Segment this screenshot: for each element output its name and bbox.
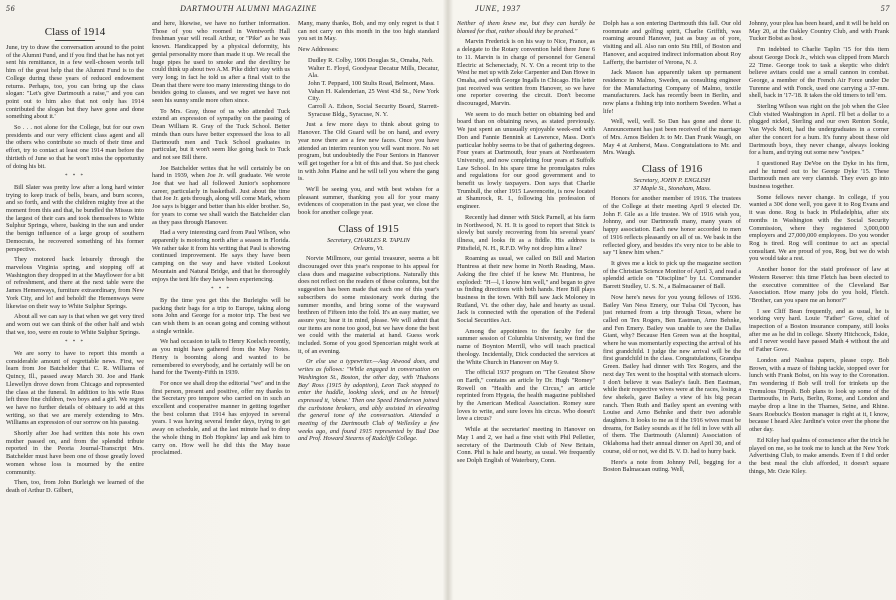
section-address: 37 Maple St., Stoneham, Mass. — [632, 184, 711, 192]
paragraph: Some fellows never change. In college, if you wanted a 30¢ done well, you gave it to Rog Evans and it was done. Rog is back in Philadelphia, after six months in Washington with the Social Security Commission, where they registered 3,000,000 employers and 27,000,000 employees. Do you wonder Rog is tired. Rog will continue to act as special consultant. We are proud of you, Rog, but we do wish you would take a rest. — [749, 193, 889, 263]
paragraph: Bill Slater was pretty low after a long hard winter trying to keep track of bells, bears, and burn scores, and so forth, and with the children mighty free at the moment from this and that, he bundled the Missus into the largest of their cars and took themselves to White Sulphur Springs, where, basking in the sun and under the benign influence of a large group of southern Democrats, he recovered something of his former perspective. — [6, 183, 144, 253]
address-line: Walter E. Floyd, Goodyear Decatur Mills, Decatur, Ala. — [308, 64, 439, 80]
paragraph: Ed Kiley had qualms of conscience after the trick he played on me, so he took me to lunch at the New York Advertising Club, to make amends. Even if I did order the best meal the club afforded, it doesn't square things, Mr. Ozie Kiley. — [749, 436, 889, 475]
separator-dots: * * * — [65, 340, 85, 346]
paragraph: Another honor for the staid professor of law at Western Reserve: this time Fletch has been elected to the executive committee of the Cleveland Bar Association. How many jobs do you hold, Fletch. "Brother, can you spare me an honor?" — [749, 266, 889, 304]
paragraph: Johnny, your plea has been heard, and it will be held on May 20, at the Oakley Country Club, and with Frank Tucker Bobst as host. — [749, 20, 889, 43]
left-running-title: DARTMOUTH ALUMNI MAGAZINE — [180, 4, 317, 13]
right-page-number: 57 — [880, 4, 890, 13]
section-secretary: Secretary, JOHN P. ENGLISH — [633, 176, 711, 184]
paragraph: Joe Batchelder writes that he will certainly be on hand in 1939, when Joe Jr. will graduate. We wrote Joe that we had all followed Junior's sophomore career, particularly in basketball. Just about the time that Joe Jr. gets through, along will come Mark, whom Joe says is bigger and better than his elder brother. So, for years to come we shall watch the Batchelder clan as they pass through Hanover. — [152, 164, 290, 226]
left-running-head — [6, 4, 441, 13]
paragraph: Norvie Millmore, our genial treasurer, seems a bit discouraged over this year's response to his appeal for class dues and magazine subscriptions. Naturally this does not reflect on the readers of these columns, but the suggestion has been made that each one of this year's subscribers do some missionary work during the summer months, and bring some of the wayward brethren of Fifteen into the fold. It's an easy matter, we assure you; hear it in mind, please. We will admit that our items are none too good, but we have done the best we could with the material at hand. Guess work included. Some of you good Spencerian might work at it, of an evening. — [298, 255, 439, 355]
paragraph: Recently had dinner with Stick Parnell, at his farm in Northwood, N. H. It is good to report that Stick is slowly but surely recovering from his several years' illness, and looks fit as a fiddle. His address is Pittsfield, N. H., R.F.D. Why not drop him a line? — [457, 213, 595, 252]
section-heading-1916: Class of 1916 — [641, 162, 703, 175]
paragraph: I see Cliff Bean frequently, and as usual, he is working very hard. Louie "Father" Gove, chief of inspection of a Boston insurance company, still looks after me as he did in college. Shorty Hitchcock, Eskie, and I never would have passed Math 4 without the aid of Father Gove. — [749, 307, 889, 354]
paragraph: They motored back leisurely through the marvelous Virginia spring, and stopping off at Washington they dropped in at the Mayflower for a bit of refreshment, and there at the next table were the James Hemenways, furniture extraordinary, from New York City, and lo! and behold! the Hemenways were likewise on their way to White Sulphur Springs. — [6, 256, 144, 310]
paragraph: We'll be seeing you, and with best wishes for a pleasant summer, thanking you all for your many evidences of cooperation in the past year, we close the book for another college year. — [298, 186, 439, 217]
separator-dots: * * * — [211, 287, 231, 293]
paragraph: For once we shall drop the editorial "we" and in the first person, present and positive, offer my thanks to the Secretary pro tempore who carried on in such an excellent and cooperative manner in getting together the best column that 1914 has enjoyed in several years. I was having several fender days, trying to get away on schedule, and at the last minute had to drop the whole thing in Bob Hopkins' lap and ask him to carry on. How well he did this the May issue proclaimed. — [152, 379, 290, 457]
section-rule — [55, 40, 95, 41]
separator-dots: * * * — [65, 174, 85, 180]
address-line: Dudley R. Colby, 1906 Douglas St., Omaha, Neb. — [308, 56, 434, 64]
paragraph: Sterling Wilson was right on the job when the Glee Club visited Washington in April. I'll bet a dollar to a plugged nickel, Sterling and our own Renton Soule, Van Wyck Mott, had the undergraduates in a corner after the concert for a hum. It's funny about these old Dartmouth boys, they never change, always looking for a hum, and trying out some new "swipes." — [749, 103, 889, 157]
paragraph: Among the appointees to the faculty for the summer session of Columbia University, we find the name of Boynton Merrill, who will teach practical theology. Incidentally, Dick conducted the services at the White Church in Hanover on May 9. — [457, 327, 595, 366]
paragraph: We are sorry to have to report this month a considerable amount of regrettable news. First, we learn from Joe Batchelder that C. R. Williams of Quincy, Ill., passed away March 30. Joe and Hank Llewellyn drove down from Chicago and represented the class at the funeral. In addition to his wife Russ left three fine children, two boys and a girl. We regret we have no further details of obituary to add at this writing, so that we are merely extending to Mrs. Williams an expression of our sorrow on his passing. — [6, 350, 144, 427]
address-line: Vahan H. Kalenderian, 25 West 43d St., New York City. — [308, 87, 439, 103]
left-column-2 — [152, 20, 290, 598]
paragraph: The official 1937 program on "The Greatest Show on Earth," contains an article by Dr. Hugh "Romey" Rowell on "Health and the Circus," an article reprinted from Hygeia, the health magazine published by the American Medical Association. Romey sure loves to write, and sure loves his circus. Who doesn't love a circus? — [457, 369, 595, 423]
paragraph: To Mrs. Gray, those of us who attended Tuck extend an expression of sympathy on the passing of Dean William R. Gray of the Tuck School. Better minds than ours have better expressed the loss to all Dartmouth men and Tuck School graduates in particular, but it won't seem like going back to Tuck and not see Bill there. — [152, 107, 290, 161]
paragraph: Shortly after Joe had written this note his own mother passed on, and from the splendid tribute reported in the Peoria Journal-Transcript Mrs. Batchelder must have been one of those greatly loved women whose loss is mourned by the entire community. — [6, 430, 144, 476]
section-location: Orleans, Vt. — [353, 244, 384, 252]
paragraph: and here, likewise, we have no further information. Those of you who roomed in Wentworth Hall freshman year will recall Arthur, or "Pike" as he was known. Handicapped by a physical deformity, his genial personality more than made it up. We recall the huge pipes he used to smoke and the devilitry he could think up about two A.M. Pike didn't stay with us very long; in fact he told us after a final visit to the Dean that there were too many interesting things to do besides going to classes, and we regret we have not seen his sunny smile more often since. — [152, 20, 290, 105]
paragraph: Honors for another member of 1916. The trustees of the College at their meeting April 9 elected Dr. John F. Gile as a life trustee. We of 1916 wish you, Johnny, and our Dartmouth many, many years of happy association. Each new honor accorded to men of 1916 reflects pleasantly on all of us. We bask in the reflected glory, and besides it's very nice to be able to say "I knew him when." — [603, 195, 741, 257]
paragraph: Just a few more days to think about going to Hanover. The Old Guard will be on hand, and every year now there are a few new faces. Once you have attended an interim reunion you will want more. No set program, but undoubtedly the Four Seniors in Hanover will get together for a bit of this and that. So just check in with John Plaine and he will tell you where the gang is. — [298, 121, 439, 183]
paragraph: Or else use a typewriter.—Aug Atwood does, and writes as follows: "While engaged in conversation on Washington St., Boston, the other day, with 'Hudsons Bay' Ross (1915 by adoption), Leon Tuck stopped to enter the huddle, looking sleek, and as he himself expressed it, 'obese.' Then one Speed Henderson joined the curbstone brokers, and ably assisted in elevating the general tone of the conversation. Attended a meeting of the Dartmouth Club of Wellesley a few weeks ago, and found 1915 represented by Bud Doe and Prof. Howard Stearns of Radcliffe College. — [298, 358, 439, 443]
paragraph: I'm indebted to Charlie Taplin '15 for this item about George Dock Jr., which was clipped from March 22 Time. George took to task a skeptic who didn't believe avitars could use a small cannon in combat. George, a member of the French Air Force under De Turenne and with Fonck, used one carrying a 37-mm. shell, back in '17-'18. It takes the old timers to tell 'em. — [749, 46, 889, 100]
right-column-2 — [603, 20, 741, 598]
right-page — [449, 0, 896, 600]
right-column-3 — [749, 20, 889, 598]
paragraph: Dolph has a son entering Dartmouth this fall. Our old roommate and golfing spirit, Charlie Griffith, was roaming around Hanover, just as busy as of yore, visiting and all. Also ran onto Stu Hill, of Boston and Hanover, and acquired indirect information about Roy Lafferty, the barrister of Verona, N. J. — [603, 20, 741, 66]
paragraph: About all we can say is that when we get very tired and worn out we can think of the other half and wish that we, too, were en route to White Sulphur Springs. — [6, 313, 144, 336]
paragraph: I questioned Ray DeVoe on the Dyke in his firm, and he turned out to be George Dyke '15. These Dartmouth men are very clannish. They even go into business together. — [749, 159, 889, 191]
paragraph: London and Nashua papers, please copy. Bob Brown, with a maze of fishing tackle, stopped over for lunch with Frank Bobst, on his way to the Coronation. I'm wondering if Bob will troll for trinkets up the Tremulous Tripoli. Bob plans to look up some of the Dartmouths, in Paris, Berlin, Rome, and London and maybe drop a line in the Thames, Seine, and Rhine. Sears Roebuck's Boston manager is right at it, I know, because I heard Alec Jardine's voice over the phone the other day. — [749, 356, 889, 434]
paragraph: June, try to draw the conversation around to the point of the Alumni Fund, and if you find that he has not yet sent his remittance, in a few well-chosen words tell him of the great help that the Alumni Fund is to the College during these years of reduced endowment returns. Perhaps, too, you can bring up the class slogan: "Let's give Dartmouth a raise," and you can point out to him also that not only has 1914 contributed the slogan but they have gone and done something about it.' — [6, 44, 144, 121]
paragraph: So . . . not alone for the College, but for our own presidents and our very efficient class agent and all the others who contribute so much of their time and effort, try to contact at least one 1914 man before the thirtieth of June so that he won't miss the opportunity of doing his bit. — [6, 124, 144, 170]
right-column-1 — [457, 20, 595, 598]
new-addresses-label: New Addresses: — [298, 46, 339, 54]
left-page — [0, 0, 447, 600]
address-line: Carroll A. Edson, Social Security Board, Starrett-Syracuse Bldg., Syracuse, N. Y. — [308, 103, 439, 118]
right-running-title: JUNE, 1937 — [475, 4, 521, 13]
left-column-1 — [6, 20, 144, 598]
paragraph: Well, well, well. So Dan has gone and done it. Announcement has just been received of the marriage of Mrs. Amos Belden Jr. to Mr. Dan Frank Waugh, on May 4 at Amherst, Mass. Congratulations to Mr. and Mrs. Waugh. — [603, 118, 741, 157]
section-heading-1914: Class of 1914 — [44, 26, 106, 38]
paragraph: We seem to do much better on obtaining bed and board than on obtaining news, as stated previously. We just spent an unusually enjoyable week-end with Don and Fannie Bennink at Lawrence, Mass. Don's particular hobby seems to be that of gathering degrees. Four years at Dartmouth, four years at Northeastern University, and now completing four years at Suffolk Law School. In his spare time he promulgates rules and regulations for our good government and to benefit us lowly taxpayers. Don says that Charlie Trumbull, the other 1915 Lawrenceite, is now located at Shamrock, R. I., following his profession of engineer. — [457, 110, 595, 211]
section-heading-1915: Class of 1915 — [338, 222, 399, 235]
paragraph: It gives me a kick to pick up the magazine section of the Christian Science Monitor of April 3, and read a splendid article on "Discipline" by Lt. Commander Barrett Studley, U. S. N., a Balmacaaner of Ball. — [603, 259, 741, 291]
left-page-number: 56 — [6, 4, 16, 13]
paragraph: By the time you get this the Burleighs will be packing their bags for a trip to Europe, taking along sons John and George for a motor trip. The best we can wish them is an ocean going and coming without a single wrinkle. — [152, 296, 290, 335]
paragraph: While at the secretaries' meeting in Hanover on May 1 and 2, we had a fine visit with Phil Pelletier, secretary of the Dartmouth Club of New Britain, Conn. Phil is hale and hearty, as usual. We frequently see Dolph English of Waterbury, Conn. — [457, 426, 595, 464]
paragraph: Many, many thanks, Bob, and my only regret is that I can not carry on this month in the too high standard you set in May. — [298, 20, 439, 43]
address-line: John T. Peppard, 100 Stults Road, Belmont, Mass. — [308, 79, 435, 87]
paragraph: Had a very interesting card from Paul Wilson, who apparently is motoring north after a season in Florida. We rather take it from his writing that Paul is showing continued improvement. He says they have been camping on the way and have visited Lookout Mountain and Natural Bridge, and that he thoroughly enjoys the tent life they have been experiencing. — [152, 229, 290, 283]
left-column-3 — [298, 20, 439, 598]
paragraph: Jack Mason has apparently taken up permanent residence in Malmo, Sweden, as consulting engineer for the Manufacturing Company of Malmo, textile manufacturers. Jack has recently been in Berlin, and now plans a fishing trip into northern Sweden. What a life! — [603, 69, 741, 115]
paragraph: Roaming as usual, we called on Bill and Marion Huntress at their new home in North Reading, Mass. Asking the fire chief if he knew Mr. Huntress, he exploded: "H—l, I know him well," and began to give us finding directions with both hands. Here Bill plays business in the town. With Bill saw Jack Moloney in Rutland, Vt. the other day, hale and hearty as usual. Jack is connected with the operation of the Federal Social Securities Act. — [457, 255, 595, 325]
paragraph: We had occasion to talk to Henry Koelsch recently, as you might have gathered from the May Notes. Henry is booming along and wanted to be remembered to everybody, and he certainly will be on hand for the Twenty-Fifth in 1939. — [152, 338, 290, 377]
paragraph: Here's a note from Johnny Pell, begging for a Boston Balmacaan outing. Well, — [603, 458, 741, 474]
paragraph: Neither of them knew me, but they can hardly be blamed for that, rather should they be praised." — [457, 20, 595, 35]
paragraph: Then, too, from John Burleigh we learned of the death of Arthur D. Gilbert, — [6, 479, 144, 494]
paragraph: Now here's news for you young fellows of 1936. Bailey Van Ness Emery, our Tulsa Oil Tycoon, has just returned from a trip through Texas, where he called on Tex Rogers, Ben Eastman, Arno Behnke, and Fen Emery. Bailey was unable to see the Dallas Giant, why? Because Hen Green was at the hospital, where he was momentarily expecting the arrival of his first grandchild. I judge the new arrival will be the first grandchild in the class. Congratulations, Grandpa Green. Bailey had dinner with Tex Rogers, and the next day Tex went to the hospital with stomach ulcers. I don't believe it was Bailey's fault. Ben Eastman, while their respective wives were at the races, losing a few shekels, gave Bailey a view of his big pecan ranch. Then Ruth and Bailey spent an evening with Louise and Arno Behnke and their two adorable daughters. It looks to me as if the 1916 wives must be dreams, for Bailey sounds as if he fell in love with all of them. The Dartmouth (Alumni) Association of Oklahoma had their annual dinner on April 30, and of course, old or not, we did B. V. D. had to hurry back. — [603, 293, 741, 455]
paragraph: Marvin Frederick is on his way to Nice, France, as a delegate to the Rotary convention held there June 6 to 11. Marvin is in charge of personnel for General Electric at Schenectady, N. Y. On a recent trip to the West he met up with Zeke Carpenter and Dan Howe in Omaha, and with George Ingalls in Chicago. His letter just received was written from Hanover, so we have one reporter covering the circuit. Don't become discouraged, Marvin. — [457, 38, 595, 108]
section-secretary: Secretary, CHARLES R. TAPLIN — [327, 236, 410, 244]
